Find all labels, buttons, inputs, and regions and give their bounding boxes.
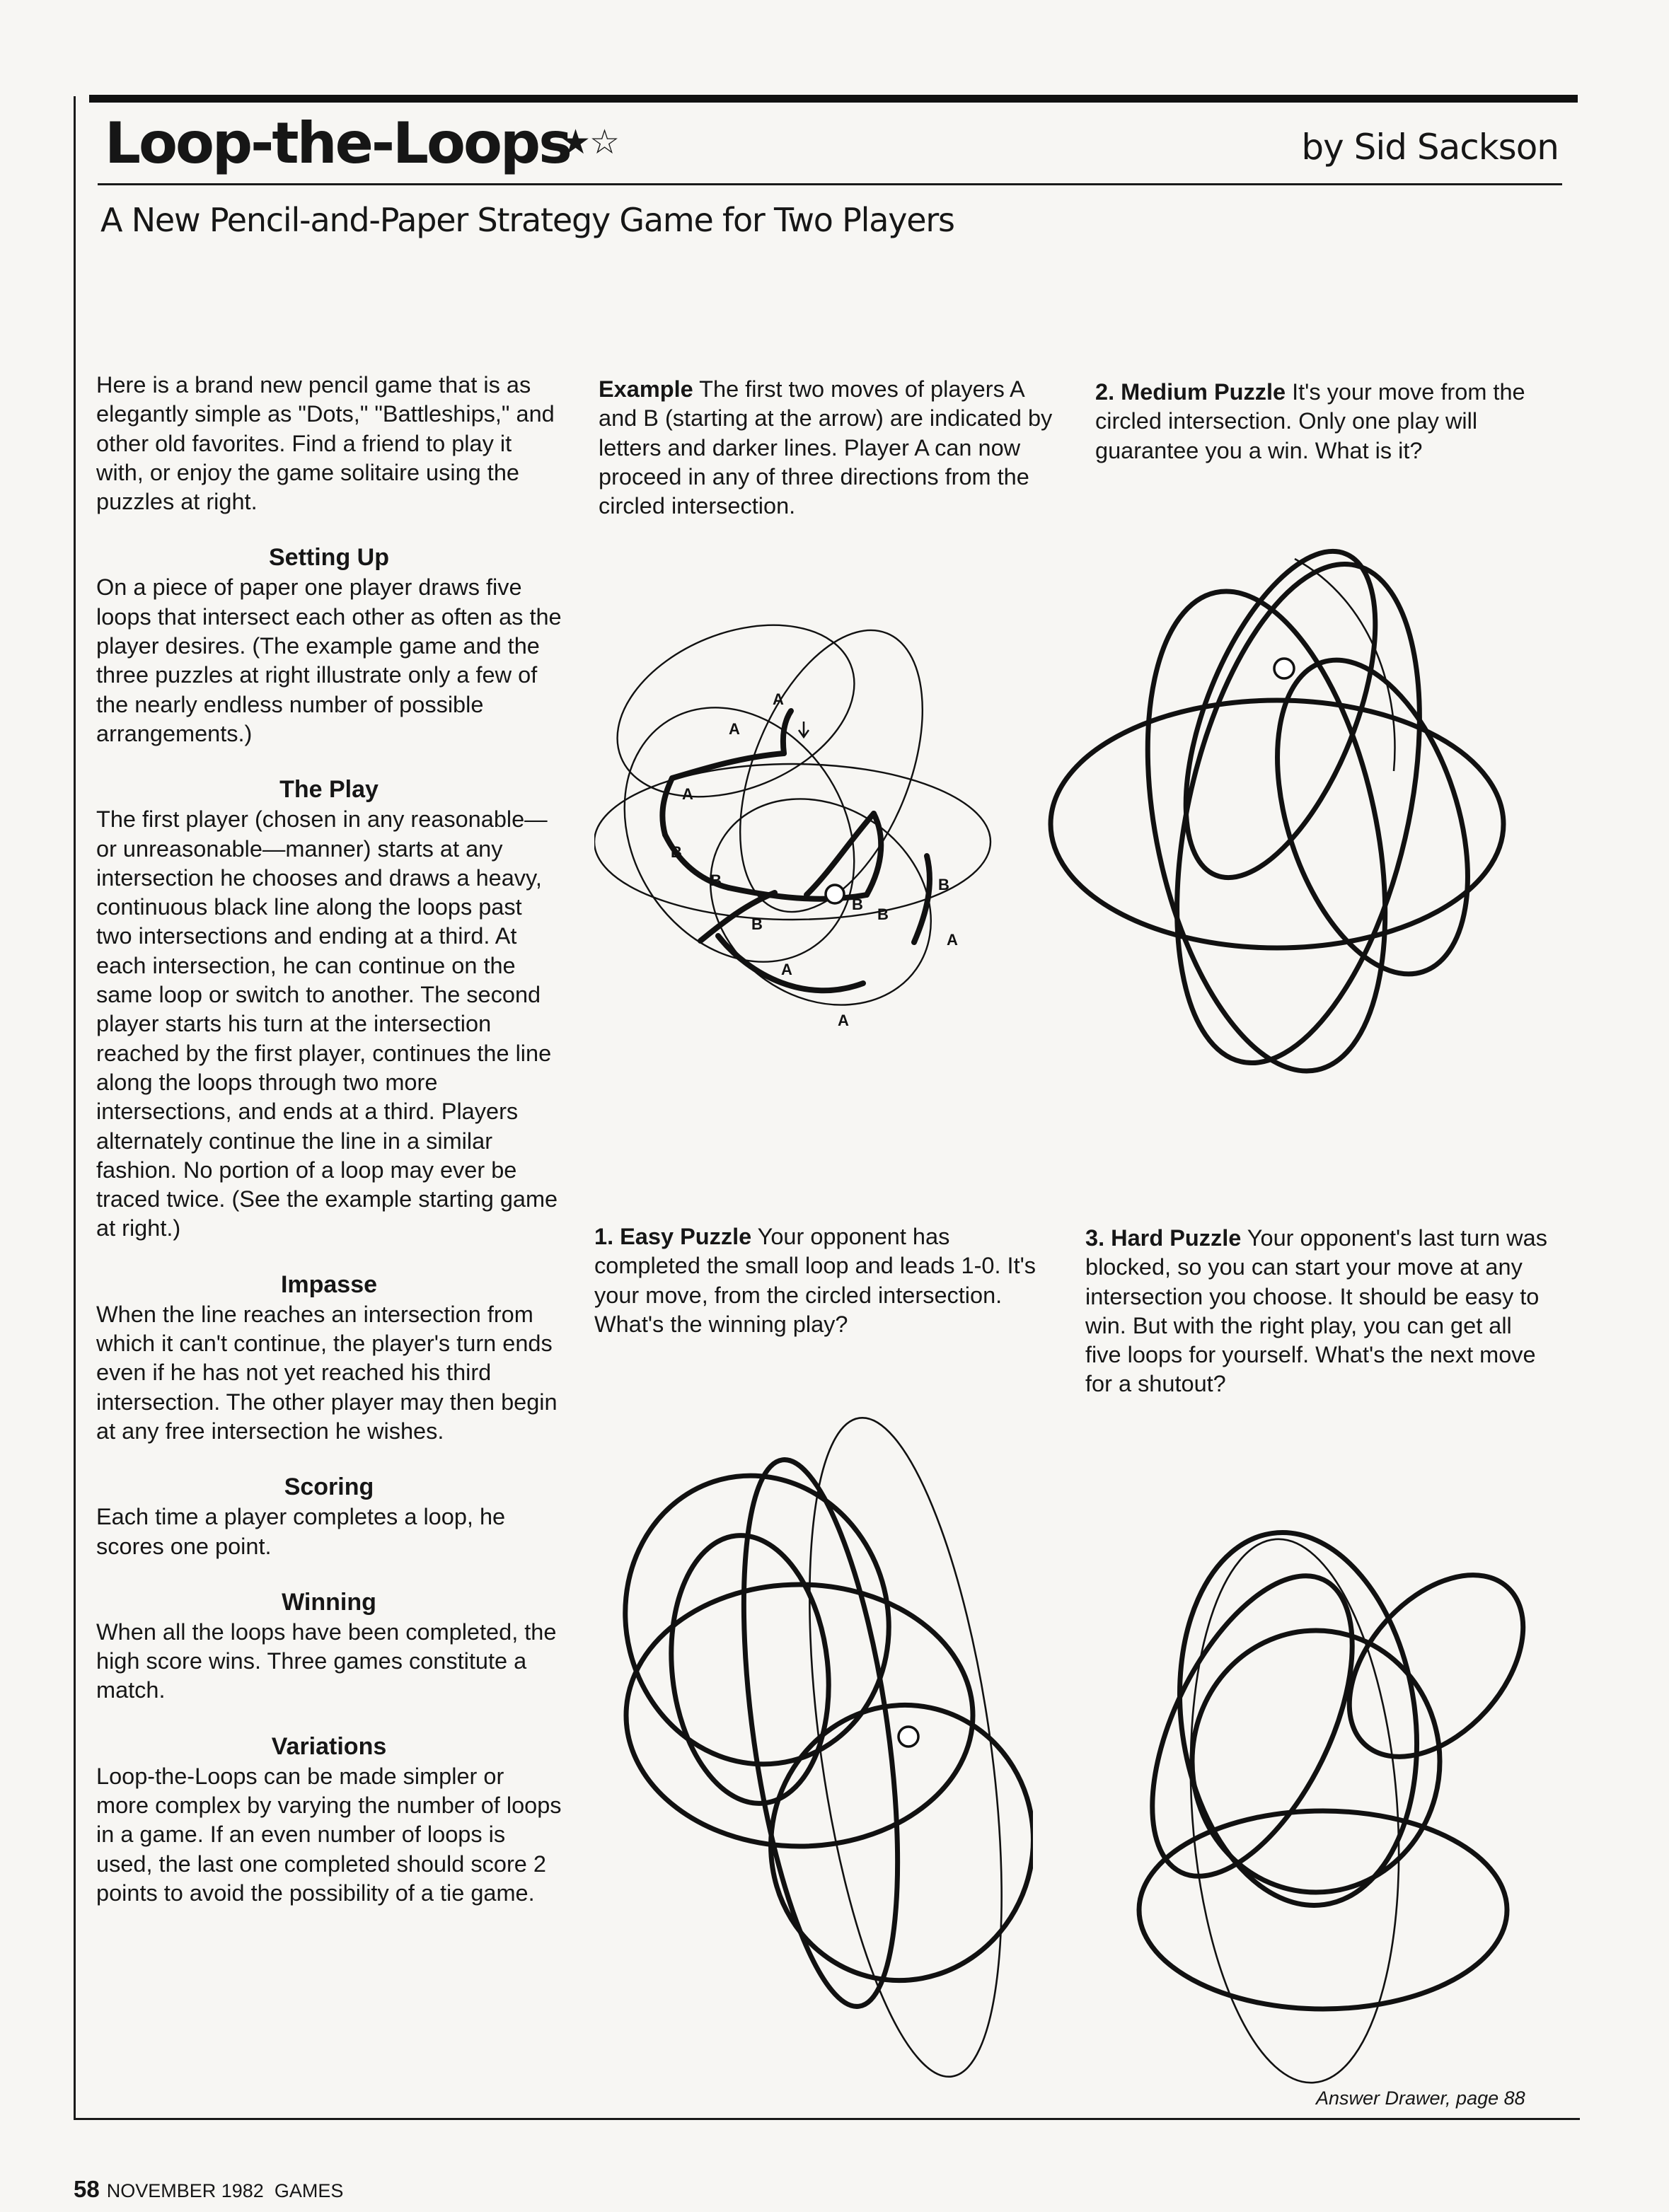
section-heading: Impasse [280, 1270, 378, 1298]
medium-puzzle-diagram [1040, 495, 1535, 1118]
section-heading: The Play [279, 776, 379, 804]
move-letter-a: A [838, 1012, 849, 1029]
current-intersection-marker [1274, 659, 1294, 678]
example-caption [599, 375, 1058, 521]
move-letter-a: A [781, 961, 792, 978]
section-heading: Variations [271, 1732, 387, 1760]
start-arrow [799, 722, 809, 737]
move-line [807, 813, 874, 895]
move-letter-a: A [947, 931, 958, 949]
section-heading: Setting Up [269, 544, 389, 572]
section-heading: Scoring [284, 1473, 374, 1501]
section-body: When the line reaches an intersection from which it can't continue, the player's turn ends even if he has not yet reached his third intersection. The other player may then begin at any free intersection he wishes. [96, 1301, 558, 1444]
move-letter-b: B [938, 876, 949, 893]
issue-line: NOVEMBER 1982 GAMES [106, 2180, 344, 2201]
current-intersection-marker [826, 885, 844, 903]
section-body: The first player (chosen in any reasonable—or unreasonable—manner) starts at any intersection he chooses and draws a heavy, continuous black line along the loops past two intersections and ending at a third. At each intersection, he can continue on the same loop or switch to another. The second player starts his turn at the intersection reached by the first player, continues the line along the loops through two more intersections, and ends at a third. Players alternately continue the line in a similar fashion. No portion of a loop may ever be traced twice. (See the example starting game at right.) [96, 806, 558, 1241]
section-the-play [96, 774, 562, 1243]
move-letter-a: A [682, 785, 693, 803]
section-heading: Winning [282, 1588, 376, 1616]
move-letter-b: B [671, 843, 682, 861]
caption-label: 2. Medium Puzzle [1095, 379, 1286, 405]
section-setting-up [96, 542, 562, 748]
loop-4 [1192, 1631, 1440, 1892]
hard-loops-svg [1104, 1457, 1557, 2094]
move-letter-a: A [729, 720, 740, 738]
caption-text: Your opponent's last turn was blocked, so you can start your move at any intersection you choose. It should be easy to win. But with the right play, you can get all five loops for yourself. What's the next move for a shutout? [1085, 1225, 1547, 1397]
medium-loops-svg [1040, 495, 1535, 1118]
move-line [672, 753, 784, 778]
section-body: When all the loops have been completed, the high score wins. Three games constitute a match. [96, 1619, 557, 1703]
section-variations [96, 1731, 562, 1908]
move-letter-b: B [751, 915, 763, 933]
easy-puzzle-caption [594, 1222, 1053, 1339]
loop-3 [659, 1528, 842, 1812]
hard-puzzle-caption [1085, 1224, 1549, 1399]
move-letter-b: B [852, 896, 863, 913]
intro-paragraph: Here is a brand new pencil game that is as elegantly simple as "Dots," "Battleships," and other old favorites. Find a friend to play it with, or enjoy the game solitaire using the puzzles at right. [96, 372, 555, 515]
caption-text: The first two moves of players A and B (starting at the arrow) are indicated by letters and darker lines. Player A can now proceed in any of three directions from the circled intersection. [599, 376, 1053, 519]
loop-5 [1242, 636, 1503, 998]
example-loops-svg [594, 608, 1019, 1061]
medium-puzzle-caption [1095, 378, 1558, 465]
caption-label: Example [599, 376, 693, 402]
example-diagram [594, 608, 1019, 1061]
article-title: Loop-the-Loops [105, 110, 570, 176]
section-winning [96, 1587, 562, 1706]
move-letter-a: A [773, 690, 784, 708]
move-line [662, 778, 672, 835]
page-footer [74, 2176, 343, 2203]
section-impasse [96, 1269, 562, 1446]
caption-text: It's your move from the circled intersection. Only one play will guarantee you a win. What is it? [1095, 379, 1525, 463]
loop-4 [1134, 540, 1462, 1086]
page-number: 58 [74, 2176, 100, 2202]
answer-reference: Answer Drawer, page 88 [1316, 2087, 1525, 2109]
rules-column [96, 371, 562, 1908]
subtitle: A New Pencil-and-Paper Strategy Game for Two Players [100, 201, 954, 239]
section-body: Each time a player completes a loop, he scores one point. [96, 1504, 506, 1559]
difficulty-stars: ★☆ [560, 124, 619, 161]
caption-label: 3. Hard Puzzle [1085, 1225, 1242, 1251]
byline: by Sid Sackson [1301, 127, 1559, 168]
hard-puzzle-diagram [1104, 1457, 1557, 2094]
section-scoring [96, 1471, 562, 1561]
thin-segment [1295, 559, 1394, 771]
loop-3 [1109, 569, 1425, 1092]
easy-loops-svg [608, 1401, 1033, 2080]
caption-label: 1. Easy Puzzle [594, 1224, 752, 1249]
section-body: On a piece of paper one player draws five loops that intersect each other as often as the player desires. (The example game and the three puzzles at right illustrate only a few of the nearly endless number of possible arrangements.) [96, 574, 562, 746]
current-intersection-marker [899, 1727, 918, 1747]
move-letter-b: B [877, 905, 889, 923]
loop-1 [608, 1447, 919, 1792]
move-letter-b: B [710, 872, 722, 889]
caption-text: Your opponent has completed the small loop and leads 1-0. It's your move, from the circled intersection. What's the winning play? [594, 1224, 1036, 1337]
title-rule [98, 183, 1562, 185]
easy-puzzle-diagram [608, 1401, 1033, 2080]
header-bar [89, 95, 1578, 103]
move-line [729, 888, 867, 899]
section-body: Loop-the-Loops can be made simpler or more complex by varying the number of loops in a game. If an even number of loops is used, the last one completed should score 2 points to avoid the possibility of a tie game. [96, 1763, 562, 1906]
